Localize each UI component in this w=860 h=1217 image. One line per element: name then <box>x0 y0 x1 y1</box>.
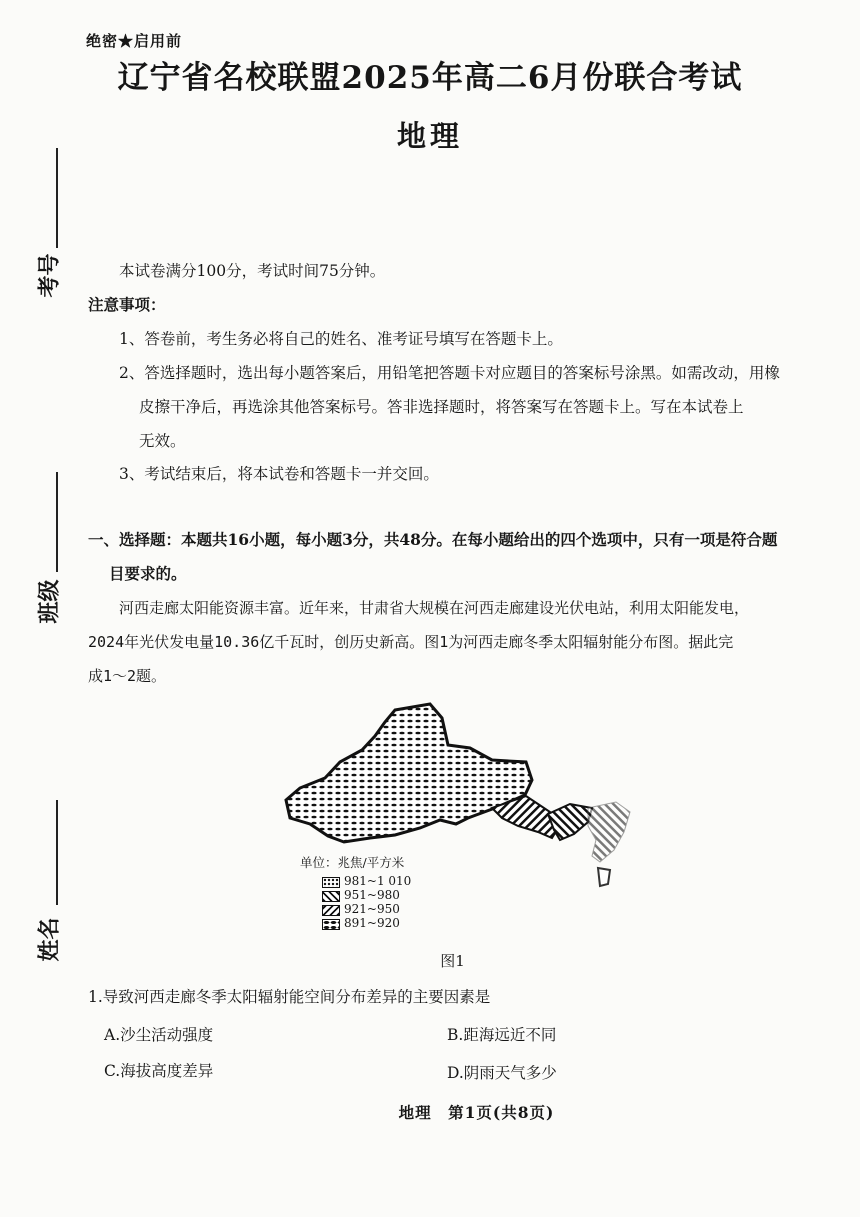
option-c: C.海拔高度差异 <box>104 1062 214 1080</box>
region-981-1010 <box>588 802 630 862</box>
exam-subject: 地理 <box>396 119 463 153</box>
notice-item: 皮擦干净后，再选涂其他答案标号。答非选择题时，将答案写在答题卡上。写在本试卷上 <box>139 398 744 416</box>
legend-label: 981~1 010 <box>344 874 412 889</box>
option-b: B.距海远近不同 <box>447 1026 557 1044</box>
legend-label: 921~950 <box>344 902 400 917</box>
class-label: 班级 <box>36 579 63 624</box>
notice-item: 3、考试结束后，将本试卷和答题卡一并交回。 <box>119 465 439 483</box>
page-footer: 地理 第1页(共8页) <box>398 1103 555 1122</box>
legend-swatch <box>322 891 340 902</box>
legend-unit: 单位：兆焦/平方米 <box>300 855 405 870</box>
region-891-920 <box>286 704 532 842</box>
class-line <box>56 472 58 572</box>
section-heading-cont: 目要求的。 <box>109 564 187 583</box>
legend-item <box>322 875 411 889</box>
legend-label: 891~920 <box>344 916 400 931</box>
legend-swatch <box>322 877 340 888</box>
name-line <box>56 800 58 905</box>
option-a: A.沙尘活动强度 <box>104 1026 214 1044</box>
legend-swatch <box>322 919 340 930</box>
option-d: D.阴雨天气多少 <box>447 1064 557 1082</box>
question-stem: 1.导致河西走廊冬季太阳辐射能空间分布差异的主要因素是 <box>88 988 491 1006</box>
legend-label: 951~980 <box>344 888 400 903</box>
legend-item <box>322 903 411 917</box>
map-legend <box>300 856 411 931</box>
confidential-mark: 绝密★启用前 <box>86 32 183 50</box>
passage-line: 河西走廊太阳能资源丰富。近年来，甘肃省大规模在河西走廊建设光伏电站，利用太阳能发电， <box>119 599 750 617</box>
exam-no-line <box>56 148 58 248</box>
notice-item: 1、答卷前，考生务必将自己的姓名、准考证号填写在答题卡上。 <box>119 330 563 348</box>
name-label: 姓名 <box>36 917 63 962</box>
exam-intro: 本试卷满分100分，考试时间75分钟。 <box>119 262 386 280</box>
legend-swatch <box>322 905 340 916</box>
section-heading: 一、选择题：本题共16小题，每小题3分，共48分。在每小题给出的四个选项中，只有一项是符合题 <box>88 530 778 549</box>
notice-item: 2、答选择题时，选出每小题答案后，用铅笔把答题卡对应题目的答案标号涂黑。如需改动，用橡 <box>119 364 780 382</box>
exam-no-label: 考号 <box>36 253 63 298</box>
exam-title: 辽宁省名校联盟2025年高二6月份联合考试 <box>117 60 743 96</box>
figure-caption: 图1 <box>440 952 465 970</box>
passage-line: 2024年光伏发电量10.36亿千瓦时，创历史新高。图1为河西走廊冬季太阳辐射能分布图。据此完 <box>88 633 734 651</box>
notice-heading: 注意事项： <box>88 295 166 314</box>
passage-line: 成1～2题。 <box>88 667 167 685</box>
legend-item <box>322 889 411 903</box>
region-tail <box>598 868 610 886</box>
notice-item: 无效。 <box>139 432 186 450</box>
legend-item <box>322 917 411 931</box>
